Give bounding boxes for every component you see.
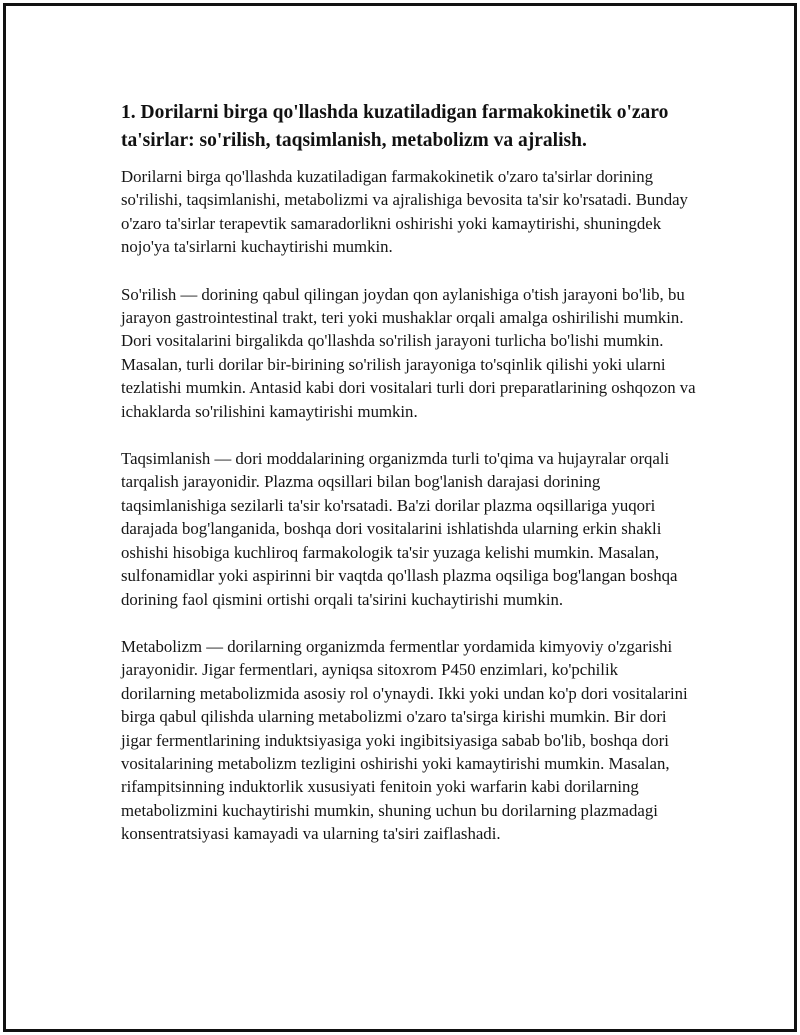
section-heading: 1. Dorilarni birga qo'llashda kuzatiladigan farmakokinetik o'zaro ta'sirlar: so'rilish, taqsimlanish, metabolizm va ajralish. xyxy=(121,102,669,151)
document-body xyxy=(121,99,696,870)
paragraph-metabolism: Metabolizm — dorilarning organizmda fermentlar yordamida kimyoviy o'zgarishi jarayonidir. Jigar fermentlari, ayniqsa sitoxrom P450 enzimlari, ko'pchilik dorilarning metabolizmida asosiy rol o'ynaydi. Ikki yoki undan ko'p dori vositalarini birga qabul qilishda ularning metabolizmi o'zaro ta'sirga kirishi mumkin. Bir dori jigar fermentlarining induktsiyasiga yoki ingibitsiyasiga sabab bo'lib, boshqa dori vositalarining metabolizm tezligini oshirishi yoki kamaytirishi mumkin. Masalan, rifampitsinning induktorlik xususiyati fenitoin yoki warfarin kabi dorilarning metabolizmini kuchaytirishi mumkin, shuning uchun bu dorilarning plazmadagi konsentratsiyasi kamayadi va ularning ta'siri zaiflashadi. xyxy=(121,636,688,844)
page-border xyxy=(3,3,797,1032)
paragraph-intro: Dorilarni birga qo'llashda kuzatiladigan farmakokinetik o'zaro ta'sirlar dorining so'rilishi, taqsimlanishi, metabolizmi va ajralishiga bevosita ta'sir ko'rsatadi. Bunday o'zaro ta'sirlar terapevtik samaradorlikni oshirishi yoki kamaytirishi, shuningdek nojo'ya ta'sirlarni kuchaytirishi mumkin. xyxy=(121,167,688,257)
paragraph-distribution: Taqsimlanish — dori moddalarining organizmda turli to'qima va hujayralar orqali tarqalish jarayonidir. Plazma oqsillari bilan bog'lanish darajasi dorining taqsimlanishiga sezilarli ta'sir ko'rsatadi. Ba'zi dorilar plazma oqsillariga yuqori darajada bog'langanida, boshqa dori vositalarini ishlatishda ularning erkin shakli oshishi hisobiga kuchliroq farmakologik ta'sir yuzaga kelishi mumkin. Masalan, sulfonamidlar yoki aspirinni bir vaqtda qo'llash plazma oqsiliga bog'langan boshqa dorining faol qismini ortishi orqali ta'sirini kuchaytirishi mumkin. xyxy=(121,449,678,609)
paragraph-absorption: So'rilish — dorining qabul qilingan joydan qon aylanishiga o'tish jarayoni bo'lib, bu jarayon gastrointestinal trakt, teri yoki mushaklar orqali amalga oshirilishi mumkin. Dori vositalarini birgalikda qo'llashda so'rilish jarayoni turlicha bo'lishi mumkin. Masalan, turli dorilar bir-birining so'rilish jarayoniga to'sqinlik qilishi yoki ularni tezlatishi mumkin. Antasid kabi dori vositalari turli dori preparatlarining oshqozon va ichaklarda so'rilishini kamaytirishi mumkin. xyxy=(121,284,696,421)
